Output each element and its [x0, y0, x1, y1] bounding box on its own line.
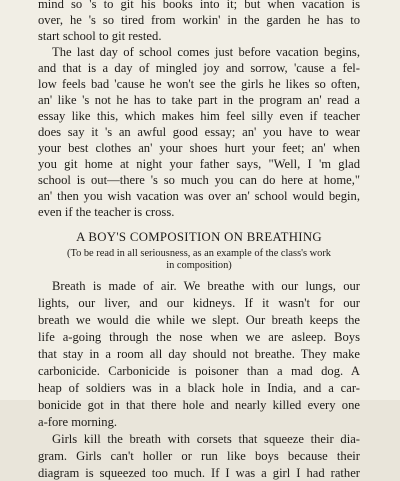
text-line: does say it 's an awful good essay; an' you have to wear — [38, 125, 360, 139]
text-line: The last day of school comes just before vacation begins, — [52, 45, 360, 59]
text-line: that stay in a room all day should not breathe. They make — [38, 347, 360, 361]
text-line: heap of soldiers was in a black hole in India, and a car- — [38, 381, 360, 395]
text-line: you git home at night your father says, "Well, I 'm glad — [38, 157, 360, 171]
section-heading: A BOY'S COMPOSITION ON BREATHING — [76, 230, 322, 244]
text-line: an' like 's not he has to take part in the program an' read a — [38, 93, 360, 107]
section-subnote: (To be read in all seriousness, as an example of the class's work — [66, 248, 331, 259]
section-subnote: in composition) — [166, 260, 232, 271]
text-line: bonicide got in that there hole and nearly killed every one — [38, 398, 360, 412]
text-line: low feels bad 'cause he won't see the girls he likes so often, — [38, 77, 360, 91]
text-line: Breath is made of air. We breathe with our lungs, our — [52, 279, 360, 293]
text-line: a-fore morning. — [38, 415, 118, 429]
text-line: Girls kill the breath with corsets that squeeze their dia- — [52, 432, 360, 446]
text-line: carbonicide. Carbonicide is poisoner than a mad dog. A — [38, 364, 360, 378]
text-line: essay like this, which makes him feel silly even if teacher — [38, 109, 360, 123]
text-line: gram. Girls can't holler or run like boys because their — [38, 449, 360, 463]
text-line: start school to git rested. — [38, 29, 162, 43]
text-line: an' then you wish vacation was over an' school would begin, — [38, 189, 360, 203]
text-line: breath we would die while we slept. Our breath keeps the — [38, 313, 360, 327]
text-line: your best clothes an' your shoes hurt your feet; an' when — [38, 141, 360, 155]
text-line: school is out—there 's so much you can do here at home," — [38, 173, 360, 187]
text-line: life a-going through the nose when we are asleep. Boys — [38, 330, 360, 344]
text-line: even if the teacher is cross. — [38, 205, 175, 219]
text-line: diagram is squeezed too much. If I was a girl I had rather — [38, 466, 360, 480]
text-line: lights, our liver, and our kidneys. If it wasn't for our — [38, 296, 360, 310]
text-line: over, he 's so tired from workin' in the garden he has to — [38, 13, 360, 27]
text-line: mind so 's to git his books into it; but when vacation is — [38, 0, 360, 11]
text-line: and that is a day of mingled joy and sorrow, 'cause a fel- — [38, 61, 360, 75]
